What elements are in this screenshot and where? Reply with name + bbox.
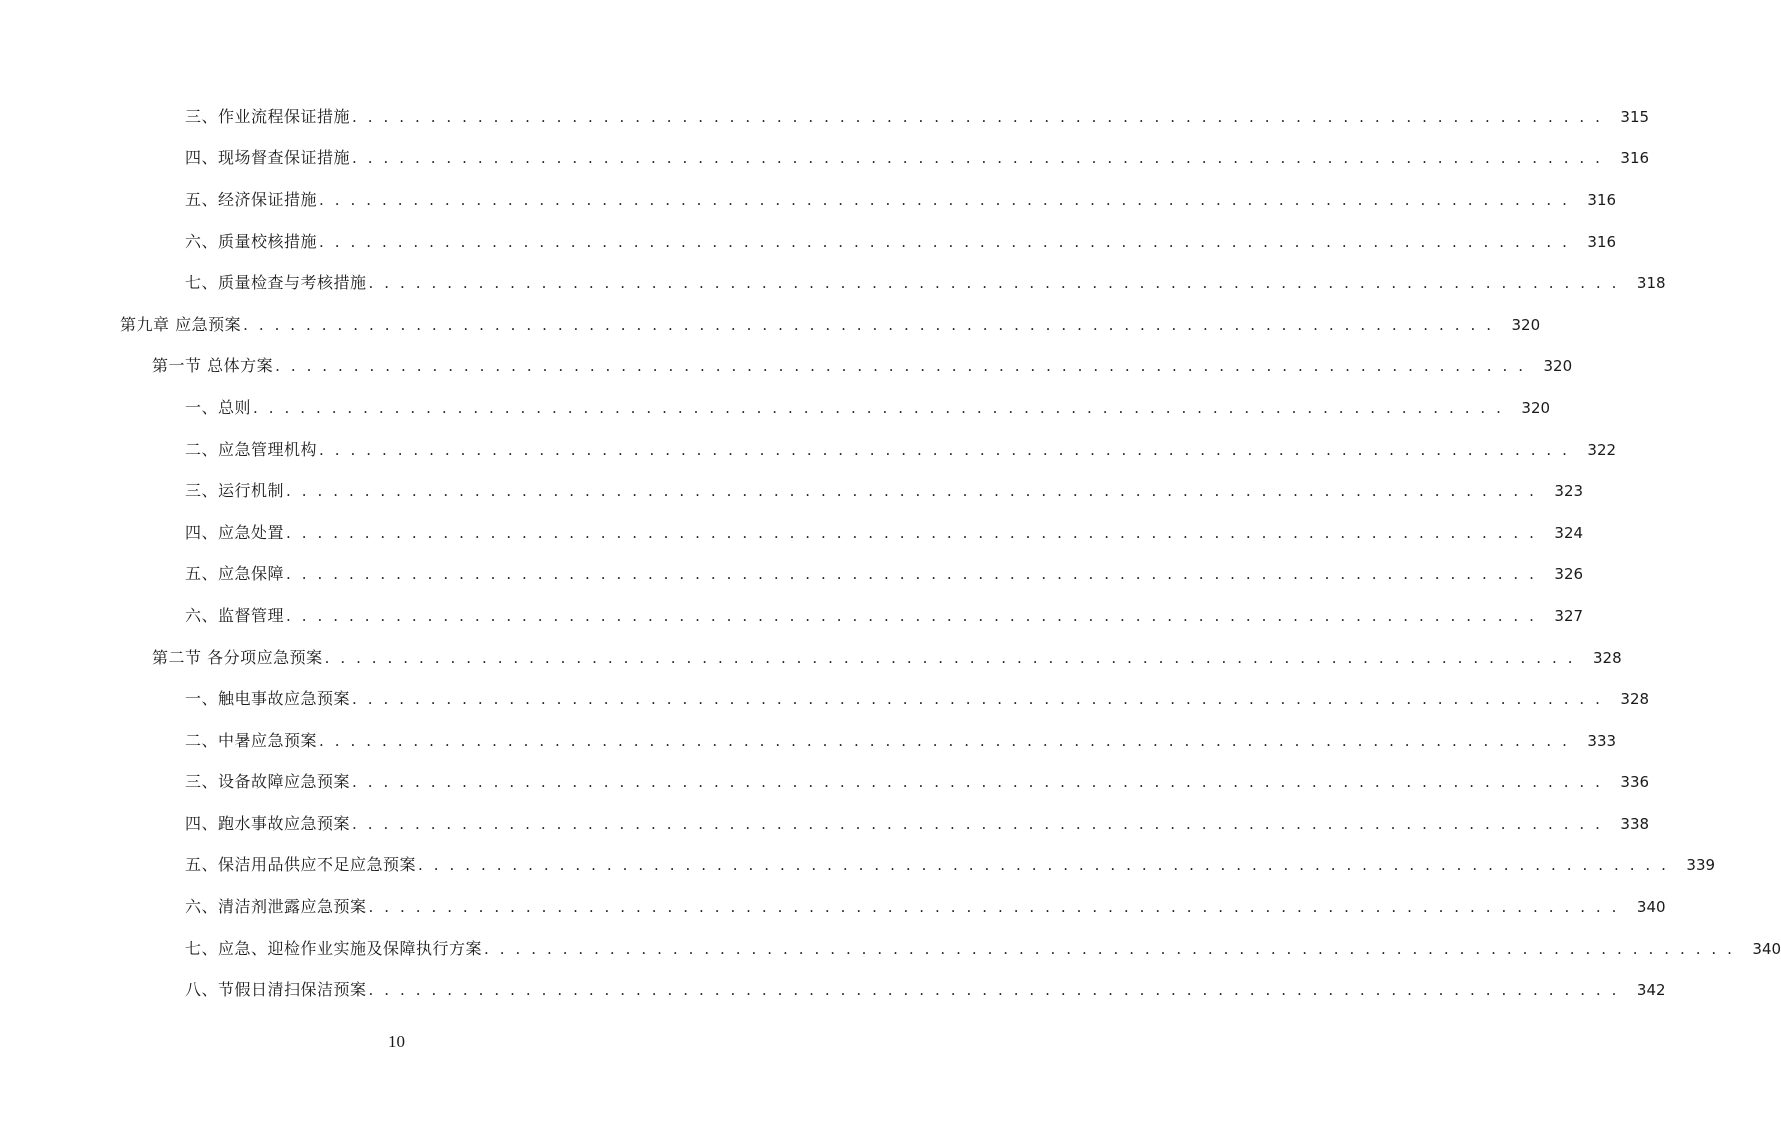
dot-leader: . . . . . . . . . . . . . . . . . . . . . . . . . . . . . . . . . . . . . . . . . . . . . . . . . . . . . . . . . . . . . . . . . . . . . . . . . . . . . . . . — [368, 274, 1620, 293]
toc-entry[interactable] — [0, 678, 1650, 720]
toc-entry-title: 三、设备故障应急预案 — [185, 772, 351, 792]
dot-leader: . . . . . . . . . . . . . . . . . . . . . . . . . . . . . . . . . . . . . . . . . . . . . . . . . . . . . . . . . . . . . . . . . . . . . . . . . . . . . . . . — [286, 565, 1538, 584]
toc-entry-page: 323 — [1554, 482, 1584, 501]
toc-entry-page: 326 — [1554, 565, 1584, 584]
dot-leader: . . . . . . . . . . . . . . . . . . . . . . . . . . . . . . . . . . . . . . . . . . . . . . . . . . . . . . . . . . . . . . . . . . . . . . . . . . . . . . . . — [319, 190, 1571, 209]
dot-leader: . . . . . . . . . . . . . . . . . . . . . . . . . . . . . . . . . . . . . . . . . . . . . . . . . . . . . . . . . . . . . . . . . . . . . . . . . . . . . . . . — [253, 398, 1505, 417]
toc-entry[interactable] — [0, 762, 1650, 804]
toc-entry[interactable] — [0, 803, 1650, 845]
toc-entry-title: 一、触电事故应急预案 — [185, 689, 351, 709]
toc-entry[interactable] — [0, 845, 1716, 887]
toc-entry-title: 七、应急、迎检作业实施及保障执行方案 — [185, 938, 483, 958]
toc-entry-page: 322 — [1587, 440, 1617, 459]
dot-leader: . . . . . . . . . . . . . . . . . . . . . . . . . . . . . . . . . . . . . . . . . . . . . . . . . . . . . . . . . . . . . . . . . . . . . . . . . . . . . . . . — [352, 149, 1604, 168]
toc-entry[interactable] — [0, 595, 1584, 637]
toc-entry-title: 三、运行机制 — [185, 481, 285, 501]
dot-leader: . . . . . . . . . . . . . . . . . . . . . . . . . . . . . . . . . . . . . . . . . . . . . . . . . . . . . . . . . . . . . . . . . . . . . . . . . . . . . . . . — [352, 690, 1604, 709]
toc-entry-title: 四、跑水事故应急预案 — [185, 813, 351, 833]
toc-entry-page: 340 — [1636, 898, 1666, 917]
toc-entry-page: 328 — [1620, 690, 1650, 709]
toc-entry-title: 第九章 应急预案 — [120, 314, 242, 334]
toc-entry-page: 338 — [1620, 814, 1650, 833]
toc-entry-title: 六、清洁剂泄露应急预案 — [185, 897, 367, 917]
table-of-contents — [0, 96, 1781, 1011]
toc-entry-page: 315 — [1620, 107, 1650, 126]
dot-leader: . . . . . . . . . . . . . . . . . . . . . . . . . . . . . . . . . . . . . . . . . . . . . . . . . . . . . . . . . . . . . . . . . . . . . . . . . . . . . . . . — [368, 981, 1620, 1000]
toc-entry-page: 316 — [1587, 190, 1617, 209]
toc-entry-page: 327 — [1554, 606, 1584, 625]
toc-entry-page: 320 — [1521, 398, 1551, 417]
toc-entry-page: 320 — [1511, 315, 1541, 334]
toc-entry-title: 五、应急保障 — [185, 564, 285, 584]
dot-leader: . . . . . . . . . . . . . . . . . . . . . . . . . . . . . . . . . . . . . . . . . . . . . . . . . . . . . . . . . . . . . . . . . . . . . . . . . . . . . . . . — [319, 731, 1571, 750]
toc-entry-page: 320 — [1543, 357, 1573, 376]
dot-leader: . . . . . . . . . . . . . . . . . . . . . . . . . . . . . . . . . . . . . . . . . . . . . . . . . . . . . . . . . . . . . . . . . . . . . . . . . . . . . . . . — [286, 523, 1538, 542]
toc-entry[interactable] — [0, 928, 1781, 970]
dot-leader: . . . . . . . . . . . . . . . . . . . . . . . . . . . . . . . . . . . . . . . . . . . . . . . . . . . . . . . . . . . . . . . . . . . . . . . . . . . . . . . . — [484, 939, 1736, 958]
dot-leader: . . . . . . . . . . . . . . . . . . . . . . . . . . . . . . . . . . . . . . . . . . . . . . . . . . . . . . . . . . . . . . . . . . . . . . . . . . . . . . . . — [286, 482, 1538, 501]
toc-entry-title: 五、保洁用品供应不足应急预案 — [185, 855, 417, 875]
dot-leader: . . . . . . . . . . . . . . . . . . . . . . . . . . . . . . . . . . . . . . . . . . . . . . . . . . . . . . . . . . . . . . . . . . . . . . . . . . . . . . . . — [418, 856, 1670, 875]
dot-leader: . . . . . . . . . . . . . . . . . . . . . . . . . . . . . . . . . . . . . . . . . . . . . . . . . . . . . . . . . . . . . . . . . . . . . . . . . . . . . . . . — [352, 773, 1604, 792]
toc-entry[interactable] — [0, 886, 1666, 928]
dot-leader: . . . . . . . . . . . . . . . . . . . . . . . . . . . . . . . . . . . . . . . . . . . . . . . . . . . . . . . . . . . . . . . . . . . . . . . . . . . . . . . . — [319, 440, 1571, 459]
toc-entry[interactable] — [0, 221, 1617, 263]
toc-entry[interactable] — [0, 304, 1541, 346]
dot-leader: . . . . . . . . . . . . . . . . . . . . . . . . . . . . . . . . . . . . . . . . . . . . . . . . . . . . . . . . . . . . . . . . . . . . . . . . . . . . . . . . — [352, 814, 1604, 833]
dot-leader: . . . . . . . . . . . . . . . . . . . . . . . . . . . . . . . . . . . . . . . . . . . . . . . . . . . . . . . . . . . . . . . . . . . . . . . . . . . . . . . . — [319, 232, 1571, 251]
toc-entry[interactable] — [0, 512, 1584, 554]
toc-entry[interactable] — [0, 637, 1622, 679]
dot-leader: . . . . . . . . . . . . . . . . . . . . . . . . . . . . . . . . . . . . . . . . . . . . . . . . . . . . . . . . . . . . . . . . . . . . . . . . . . . . . . . . — [368, 898, 1620, 917]
toc-entry-page: 318 — [1636, 274, 1666, 293]
toc-entry-title: 八、节假日清扫保洁预案 — [185, 980, 367, 1000]
page-number: 10 — [388, 1032, 405, 1051]
dot-leader: . . . . . . . . . . . . . . . . . . . . . . . . . . . . . . . . . . . . . . . . . . . . . . . . . . . . . . . . . . . . . . . . . . . . . . . . . . . . . . . . — [352, 107, 1604, 126]
dot-leader: . . . . . . . . . . . . . . . . . . . . . . . . . . . . . . . . . . . . . . . . . . . . . . . . . . . . . . . . . . . . . . . . . . . . . . . . . . . . . . . . — [275, 357, 1527, 376]
toc-entry-title: 二、应急管理机构 — [185, 439, 318, 459]
dot-leader: . . . . . . . . . . . . . . . . . . . . . . . . . . . . . . . . . . . . . . . . . . . . . . . . . . . . . . . . . . . . . . . . . . . . . . . . . . . . . . . . — [324, 648, 1576, 667]
toc-entry[interactable] — [0, 720, 1617, 762]
toc-entry-title: 七、质量检查与考核措施 — [185, 273, 367, 293]
toc-entry[interactable] — [0, 96, 1650, 138]
toc-entry-title: 五、经济保证措施 — [185, 189, 318, 209]
dot-leader: . . . . . . . . . . . . . . . . . . . . . . . . . . . . . . . . . . . . . . . . . . . . . . . . . . . . . . . . . . . . . . . . . . . . . . . . . . . . . . . . — [243, 315, 1495, 334]
toc-entry-title: 六、质量校核措施 — [185, 231, 318, 251]
toc-entry[interactable] — [0, 179, 1617, 221]
toc-entry[interactable] — [0, 969, 1666, 1011]
toc-entry-page: 333 — [1587, 731, 1617, 750]
toc-entry[interactable] — [0, 138, 1650, 180]
toc-entry-page: 340 — [1752, 939, 1781, 958]
toc-entry[interactable] — [0, 429, 1617, 471]
toc-entry-page: 336 — [1620, 773, 1650, 792]
toc-entry[interactable] — [0, 262, 1666, 304]
toc-entry-title: 第二节 各分项应急预案 — [152, 647, 323, 667]
toc-entry-page: 342 — [1636, 981, 1666, 1000]
toc-entry-title: 一、总则 — [185, 397, 252, 417]
toc-entry-title: 四、现场督查保证措施 — [185, 148, 351, 168]
toc-entry[interactable] — [0, 387, 1551, 429]
toc-entry-title: 第一节 总体方案 — [152, 356, 274, 376]
toc-entry-title: 二、中暑应急预案 — [185, 730, 318, 750]
dot-leader: . . . . . . . . . . . . . . . . . . . . . . . . . . . . . . . . . . . . . . . . . . . . . . . . . . . . . . . . . . . . . . . . . . . . . . . . . . . . . . . . — [286, 606, 1538, 625]
toc-entry-page: 328 — [1592, 648, 1622, 667]
toc-entry-page: 316 — [1587, 232, 1617, 251]
toc-entry-page: 339 — [1686, 856, 1716, 875]
toc-entry[interactable] — [0, 346, 1573, 388]
toc-entry-title: 四、应急处置 — [185, 522, 285, 542]
toc-entry[interactable] — [0, 554, 1584, 596]
toc-entry[interactable] — [0, 470, 1584, 512]
toc-entry-title: 三、作业流程保证措施 — [185, 106, 351, 126]
toc-entry-page: 316 — [1620, 149, 1650, 168]
toc-entry-page: 324 — [1554, 523, 1584, 542]
toc-entry-title: 六、监督管理 — [185, 605, 285, 625]
